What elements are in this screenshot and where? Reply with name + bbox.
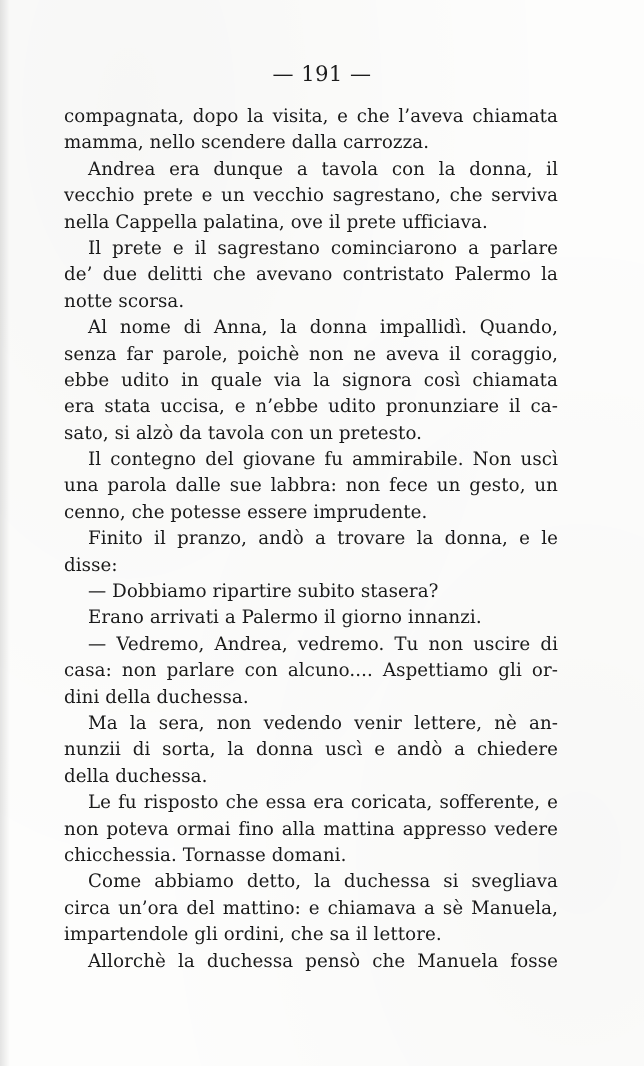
text-line: Le fu risposto che essa era coricata, sofferente, e: [88, 792, 558, 814]
text-line: mamma, nello scendere dalla carrozza.: [64, 132, 430, 154]
text-line: circa un’ora del mattino: e chiamava a sè Manuela,: [64, 897, 558, 919]
text-line: Allorchè la duchessa pensò che Manuela fosse: [88, 950, 558, 972]
text-line: nella Cappella palatina, ove il prete ufficiava.: [64, 211, 488, 233]
page-edge-shadow: [0, 0, 10, 1066]
text-line: dini della duchessa.: [64, 686, 249, 708]
text-line: vecchio prete e un vecchio sagrestano, che serviva: [64, 185, 558, 207]
text-line: senza far parole, poichè non ne aveva il coraggio,: [64, 343, 558, 365]
text-line: notte scorsa.: [64, 290, 185, 312]
body-text: [64, 104, 558, 975]
text-line: Il prete e il sagrestano cominciarono a parlare: [88, 237, 558, 259]
text-line: della duchessa.: [64, 765, 208, 787]
text-line: casa: non parlare con alcuno.... Aspettiamo gli or-: [64, 660, 558, 682]
text-line: compagnata, dopo la visita, e che l’aveva chiamata: [64, 106, 558, 127]
text-line: Finito il pranzo, andò a trovare la donna, e le: [88, 528, 558, 550]
text-line: cenno, che potesse essere imprudente.: [64, 501, 428, 523]
text-line: Andrea era dunque a tavola con la donna, il: [88, 158, 558, 180]
text-line: non poteva ormai fino alla mattina appresso vedere: [64, 818, 558, 840]
text-line: sato, si alzò da tavola con un pretesto.: [64, 422, 423, 444]
text-line: disse:: [64, 554, 118, 576]
text-line: impartendole gli ordini, che sa il lettore.: [64, 924, 442, 946]
text-line: Come abbiamo detto, la duchessa si svegliava: [88, 871, 558, 893]
text-line: Al nome di Anna, la donna impallidì. Quando,: [88, 317, 558, 339]
text-line: — Vedremo, Andrea, vedremo. Tu non uscire di: [88, 633, 558, 655]
page-number-header: — 191 —: [272, 62, 372, 86]
text-line: Il contegno del giovane fu ammirabile. Non uscì: [88, 449, 558, 471]
text-line: ebbe udito in quale via la signora così chiamata: [64, 369, 558, 391]
text-line: chicchessia. Tornasse domani.: [64, 844, 347, 866]
text-line: nunzii di sorta, la donna uscì e andò a chiedere: [64, 739, 558, 761]
text-line: de’ due delitti che avevano contristato Palermo la: [64, 264, 558, 286]
text-line: una parola dalle sue labbra: non fece un gesto, un: [64, 475, 558, 497]
text-line: Erano arrivati a Palermo il giorno innanzi.: [88, 607, 482, 629]
text-line: Ma la sera, non vedendo venir lettere, nè an-: [88, 712, 558, 734]
text-line: — Dobbiamo ripartire subito stasera?: [88, 581, 439, 603]
text-line: era stata uccisa, e n’ebbe udito pronunziare il ca-: [64, 396, 558, 418]
